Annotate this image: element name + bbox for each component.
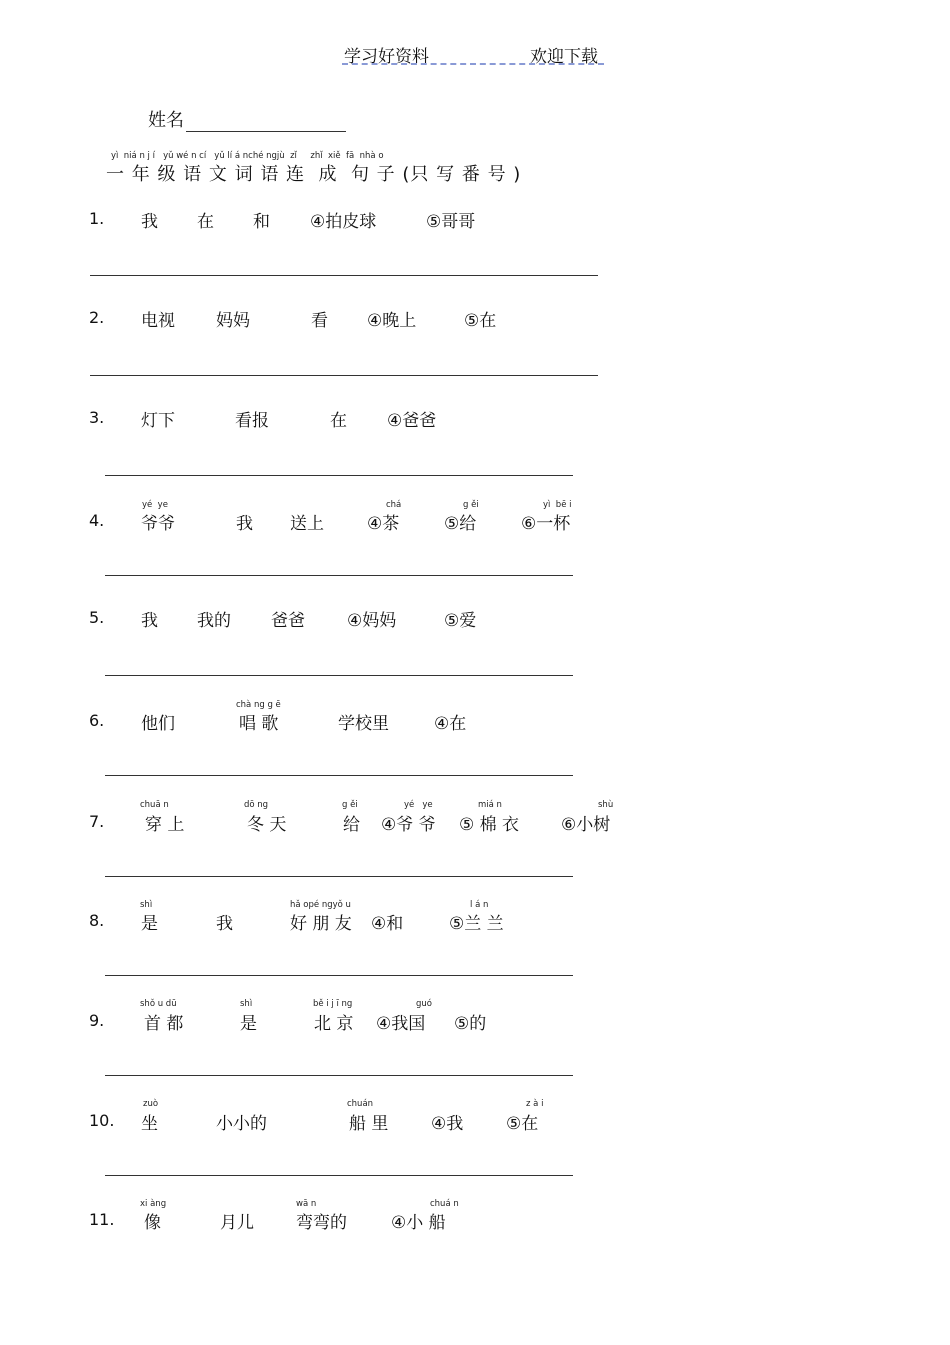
word-pinyin: z à i xyxy=(526,1099,544,1109)
word: ⑤的 xyxy=(454,1014,487,1034)
answer-line[interactable] xyxy=(105,876,573,877)
word: ④爸爸 xyxy=(387,411,437,431)
word: 坐 xyxy=(141,1114,158,1134)
word: 首 都 xyxy=(144,1014,184,1034)
word-pinyin: l á n xyxy=(470,900,489,910)
word: 我的 xyxy=(197,611,231,631)
title-pinyin: yì niá n j í yǔ wé n cí yǔ lí á nché ngjù zǐ zhǐ xiě fā nhà o xyxy=(111,151,384,161)
word-pinyin: shì xyxy=(140,900,153,910)
word: ④小 船 xyxy=(391,1213,446,1233)
word: 看 xyxy=(311,311,328,331)
word: ⑤ 棉 衣 xyxy=(459,815,520,835)
answer-line[interactable] xyxy=(105,475,573,476)
word-pinyin: shì xyxy=(240,999,253,1009)
word-pinyin: miá n xyxy=(478,800,502,810)
word: ⑤给 xyxy=(444,514,477,534)
word-pinyin: g ěi xyxy=(342,800,358,810)
word-pinyin: yì bē i xyxy=(543,500,572,510)
word: ⑤兰 兰 xyxy=(449,914,504,934)
word: 我 xyxy=(216,914,233,934)
word: 灯下 xyxy=(141,411,175,431)
item-number: 10. xyxy=(89,1111,115,1130)
name-field xyxy=(148,106,346,132)
header-left: 学习好资料 xyxy=(344,47,429,67)
word: ④晚上 xyxy=(367,311,417,331)
word: 唱 歌 xyxy=(239,714,279,734)
word-pinyin: chuá n xyxy=(430,1199,459,1209)
word-pinyin: xi àng xyxy=(140,1199,167,1209)
word: 在 xyxy=(330,411,347,431)
word: 在 xyxy=(197,212,214,232)
word: 爸爸 xyxy=(271,611,305,631)
item-number: 1. xyxy=(89,209,105,228)
page-title: 一 年 级 语 文 词 语 连 成 句 子 (只 写 番 号 ) xyxy=(106,164,522,185)
word: 学校里 xyxy=(338,714,389,734)
item-number: 8. xyxy=(89,911,105,930)
word: 是 xyxy=(141,914,158,934)
word: 我 xyxy=(141,611,158,631)
answer-line[interactable] xyxy=(90,275,598,276)
word-pinyin: wā n xyxy=(296,1199,317,1209)
answer-line[interactable] xyxy=(105,575,573,576)
answer-line[interactable] xyxy=(105,1175,573,1176)
word: 看报 xyxy=(235,411,269,431)
word: ④和 xyxy=(371,914,404,934)
word: 是 xyxy=(240,1014,257,1034)
word: ⑥一杯 xyxy=(521,514,571,534)
word: 好 朋 友 xyxy=(290,914,352,934)
word: ④我 xyxy=(431,1114,464,1134)
word: 月儿 xyxy=(220,1213,254,1233)
word: 他们 xyxy=(141,714,175,734)
word-pinyin: zuò xyxy=(143,1099,159,1109)
word-pinyin: chá xyxy=(386,500,402,510)
item-number: 3. xyxy=(89,408,105,427)
answer-line[interactable] xyxy=(105,775,573,776)
item-number: 5. xyxy=(89,608,105,627)
word: 妈妈 xyxy=(216,311,250,331)
header-divider xyxy=(342,63,604,65)
word: ⑤哥哥 xyxy=(426,212,476,232)
word: ④拍皮球 xyxy=(310,212,377,232)
word: 送上 xyxy=(290,514,324,534)
word: ④在 xyxy=(434,714,467,734)
word: ⑤爱 xyxy=(444,611,477,631)
word: 小小的 xyxy=(216,1114,267,1134)
header-right: 欢迎下载 xyxy=(530,47,598,67)
word: 弯弯的 xyxy=(296,1213,347,1233)
item-number: 2. xyxy=(89,308,105,327)
word-pinyin: chuā n xyxy=(140,800,169,810)
word-pinyin: yé ye xyxy=(404,800,433,810)
name-label: 姓名 xyxy=(148,110,184,131)
word: 北 京 xyxy=(314,1014,354,1034)
word: 我 xyxy=(236,514,253,534)
word: ⑤在 xyxy=(506,1114,539,1134)
word-pinyin: g ěi xyxy=(463,500,479,510)
item-number: 11. xyxy=(89,1210,115,1229)
word-pinyin: chà ng g ē xyxy=(236,700,281,710)
word: 和 xyxy=(253,212,270,232)
word: ④妈妈 xyxy=(347,611,397,631)
item-number: 4. xyxy=(89,511,105,530)
word: ⑤在 xyxy=(464,311,497,331)
word: 电视 xyxy=(141,311,175,331)
word-pinyin: yé ye xyxy=(142,500,168,510)
word: ④茶 xyxy=(367,514,400,534)
item-number: 9. xyxy=(89,1011,105,1030)
word: ④我国 xyxy=(376,1014,426,1034)
word-pinyin: hǎ opé ngyǒ u xyxy=(290,900,351,910)
word: 爷爷 xyxy=(141,514,175,534)
item-number: 6. xyxy=(89,711,105,730)
word: 我 xyxy=(141,212,158,232)
word-pinyin: dō ng xyxy=(244,800,269,810)
word: 像 xyxy=(144,1213,161,1233)
word-pinyin: bě i j ī ng xyxy=(313,999,353,1009)
name-blank-line[interactable] xyxy=(186,113,346,132)
word: ④爷 爷 xyxy=(381,815,436,835)
word: 船 里 xyxy=(349,1114,389,1134)
answer-line[interactable] xyxy=(105,675,573,676)
word-pinyin: chuán xyxy=(347,1099,374,1109)
answer-line[interactable] xyxy=(90,375,598,376)
word: ⑥小树 xyxy=(561,815,611,835)
word: 冬 天 xyxy=(247,815,287,835)
item-number: 7. xyxy=(89,812,105,831)
word-pinyin: shǒ u dū xyxy=(140,999,177,1009)
answer-line[interactable] xyxy=(105,1075,573,1076)
word-pinyin: guó xyxy=(416,999,432,1009)
answer-line[interactable] xyxy=(105,975,573,976)
word: 穿 上 xyxy=(145,815,185,835)
word-pinyin: shù xyxy=(598,800,614,810)
word: 给 xyxy=(343,815,360,835)
